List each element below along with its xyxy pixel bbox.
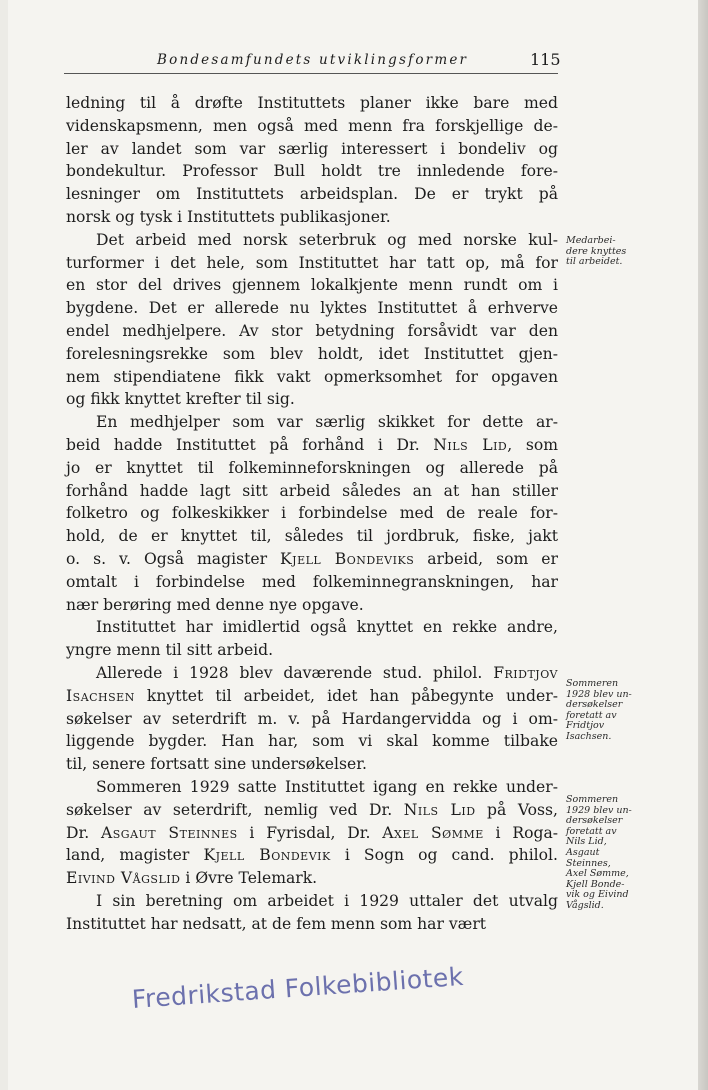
- library-stamp: Fredrikstad Folkebibliotek: [130, 961, 465, 1014]
- text-line: [66, 867, 558, 890]
- text-line: [66, 480, 558, 503]
- text-segment: Allerede i 1928 blev daværende stud. philol.: [96, 663, 494, 682]
- text-segment: til, senere fortsatt sine undersøkelser.: [66, 755, 367, 774]
- text-line: [66, 434, 558, 457]
- margin-note-line: Vågslid.: [566, 899, 604, 911]
- text-line: [66, 457, 558, 480]
- header-rule: [64, 73, 558, 74]
- person-name: Nils Lid: [433, 435, 508, 454]
- margin-note-line: Nils Lid,: [566, 836, 607, 848]
- margin-note-line: Asgaut: [566, 846, 600, 858]
- page-number: 115: [530, 50, 561, 69]
- text-line: [66, 183, 558, 206]
- margin-note-line: Medarbei-: [566, 235, 616, 246]
- text-segment: yngre menn til sitt arbeid.: [66, 641, 274, 660]
- text-line: [66, 571, 558, 594]
- text-segment: Det arbeid med norsk seterbruk og med norske kul-: [96, 230, 558, 249]
- text-segment: folketro og folkeskikker i forbindelse med de reale for-: [66, 504, 558, 523]
- text-segment: nem stipendiatene fikk vakt opmerksomhet for opgaven: [66, 367, 558, 386]
- text-line: [66, 616, 558, 639]
- person-name: Fridtjov: [493, 663, 558, 682]
- text-segment: lesninger om Instituttets arbeidsplan. De er trykt på: [66, 185, 558, 204]
- text-segment: knyttet til arbeidet, idet han påbegynte under-: [134, 686, 558, 705]
- text-segment: beid hadde Instituttet på forhånd i Dr.: [66, 435, 434, 454]
- text-segment: ledning til å drøfte Instituttets planer ikke bare med: [66, 94, 558, 112]
- text-segment: Sommeren 1929 satte Instituttet igang en rekke under-: [96, 777, 558, 796]
- text-line: [66, 913, 558, 936]
- margin-note-line: vik og Eivind: [566, 889, 629, 901]
- margin-note-line: Sommeren: [566, 678, 619, 689]
- person-name: Isachsen: [66, 686, 135, 705]
- margin-note-line: Kjell Bonde-: [566, 878, 625, 890]
- margin-note-line: dere knyttes: [566, 245, 627, 257]
- person-name: Kjell Bondeviks: [280, 549, 415, 568]
- page-edge: [698, 0, 708, 1090]
- text-segment: og fikk knyttet krefter til sig.: [66, 390, 295, 409]
- text-segment: omtalt i forbindelse med folkeminnegranskningen, har: [66, 572, 558, 591]
- text-segment: bondekultur. Professor Bull holdt tre innledende fore-: [66, 162, 558, 181]
- text-line: [66, 388, 558, 411]
- text-line: [66, 799, 558, 822]
- text-segment: Instituttet har imidlertid også knyttet en rekke andre,: [96, 618, 558, 637]
- margin-note-line: Steinnes,: [566, 857, 611, 869]
- text-line: [66, 685, 558, 708]
- margin-note-line: til arbeidet.: [566, 256, 623, 268]
- text-segment: forelesningsrekke som blev holdt, idet Instituttet gjen-: [66, 344, 558, 363]
- text-segment: Dr.: [66, 823, 101, 842]
- text-line: [66, 366, 558, 389]
- text-line: [66, 138, 558, 161]
- text-line: [66, 229, 558, 252]
- text-segment: søkelser av seterdrift m. v. på Hardangervidda og i om-: [66, 709, 558, 728]
- text-line: [66, 525, 558, 548]
- text-line: [66, 206, 558, 229]
- margin-note-1929: [566, 795, 640, 912]
- text-segment: arbeid, som er: [414, 549, 558, 568]
- text-line: [66, 662, 558, 685]
- text-segment: søkelser av seterdrift, nemlig ved Dr.: [66, 800, 404, 819]
- text-line: [66, 115, 558, 138]
- text-segment: turformer i det hele, som Instituttet har tatt op, må for: [66, 253, 558, 272]
- margin-note-line: Sommeren: [566, 794, 619, 805]
- text-line: [66, 844, 558, 867]
- text-line: [66, 320, 558, 343]
- text-segment: bygdene. Det er allerede nu lyktes Instituttet å erhverve: [66, 299, 558, 318]
- margin-note-1928: [566, 679, 640, 743]
- text-segment: i Øvre Telemark.: [180, 869, 318, 888]
- text-segment: forhånd hadde lagt sitt arbeid således an at han stiller: [66, 481, 558, 500]
- margin-note-line: Fridtjov: [566, 720, 605, 732]
- text-segment: videnskapsmenn, men også med menn fra forskjellige de-: [66, 116, 558, 135]
- person-name: Kjell Bondevik: [203, 846, 331, 865]
- margin-note-line: Axel Sømme,: [566, 868, 629, 880]
- text-segment: land, magister: [66, 846, 204, 865]
- text-segment: hold, de er knyttet til, således til jordbruk, fiske, jakt: [66, 527, 558, 546]
- body-text: [66, 92, 558, 935]
- person-name: Eivind Vågslid: [66, 869, 181, 888]
- text-segment: på Voss,: [475, 800, 559, 819]
- margin-note-line: 1928 blev un-: [566, 688, 632, 700]
- text-line: [66, 753, 558, 776]
- text-segment: ler av landet som var særlig interessert i bondeliv og: [66, 139, 558, 158]
- text-line: [66, 708, 558, 731]
- text-line: [66, 274, 558, 297]
- text-segment: en stor del drives gjennem lokalkjente menn rundt om i: [66, 276, 558, 295]
- running-title: Bondesamfundets utviklingsformer: [157, 52, 469, 68]
- text-segment: En medhjelper som var særlig skikket for dette ar-: [96, 413, 558, 432]
- text-line: [66, 297, 558, 320]
- text-line: [66, 776, 558, 799]
- text-line: [66, 730, 558, 753]
- text-line: [66, 890, 558, 913]
- text-line: [66, 548, 558, 571]
- text-segment: i Sogn og cand. philol.: [330, 846, 558, 865]
- text-segment: endel medhjelpere. Av stor betydning forsåvidt var den: [66, 321, 558, 340]
- text-line: [66, 252, 558, 275]
- text-segment: norsk og tysk i Instituttets publikasjoner.: [66, 207, 391, 226]
- text-line: [66, 822, 558, 845]
- text-segment: Instituttet har nedsatt, at de fem menn som har vært: [66, 914, 487, 933]
- margin-note-line: foretatt av: [566, 825, 617, 837]
- text-line: [66, 92, 558, 115]
- text-line: [66, 160, 558, 183]
- text-segment: I sin beretning om arbeidet i 1929 uttaler det utvalg: [96, 891, 558, 910]
- text-line: [66, 594, 558, 617]
- margin-note-medarbeidere: [566, 236, 640, 268]
- person-name: Asgaut Steinnes: [101, 823, 238, 842]
- margin-note-line: Isachsen.: [566, 730, 612, 742]
- person-name: Axel Sømme: [382, 823, 484, 842]
- margin-note-line: dersøkelser: [566, 815, 623, 827]
- text-line: [66, 502, 558, 525]
- person-name: Nils Lid: [403, 800, 476, 819]
- text-segment: , som: [507, 435, 559, 454]
- text-segment: jo er knyttet til folkeminneforskningen og allerede på: [66, 458, 558, 477]
- text-segment: liggende bygder. Han har, som vi skal komme tilbake: [66, 732, 558, 751]
- text-line: [66, 343, 558, 366]
- margin-note-line: foretatt av: [566, 709, 617, 721]
- text-line: [66, 639, 558, 662]
- text-line: [66, 411, 558, 434]
- margin-note-line: 1929 blev un-: [566, 804, 632, 816]
- text-segment: i Fyrisdal, Dr.: [237, 823, 383, 842]
- text-segment: i Roga-: [483, 823, 559, 842]
- text-segment: o. s. v. Også magister: [66, 549, 281, 568]
- text-segment: nær berøring med denne nye opgave.: [66, 595, 364, 614]
- margin-note-line: dersøkelser: [566, 699, 623, 711]
